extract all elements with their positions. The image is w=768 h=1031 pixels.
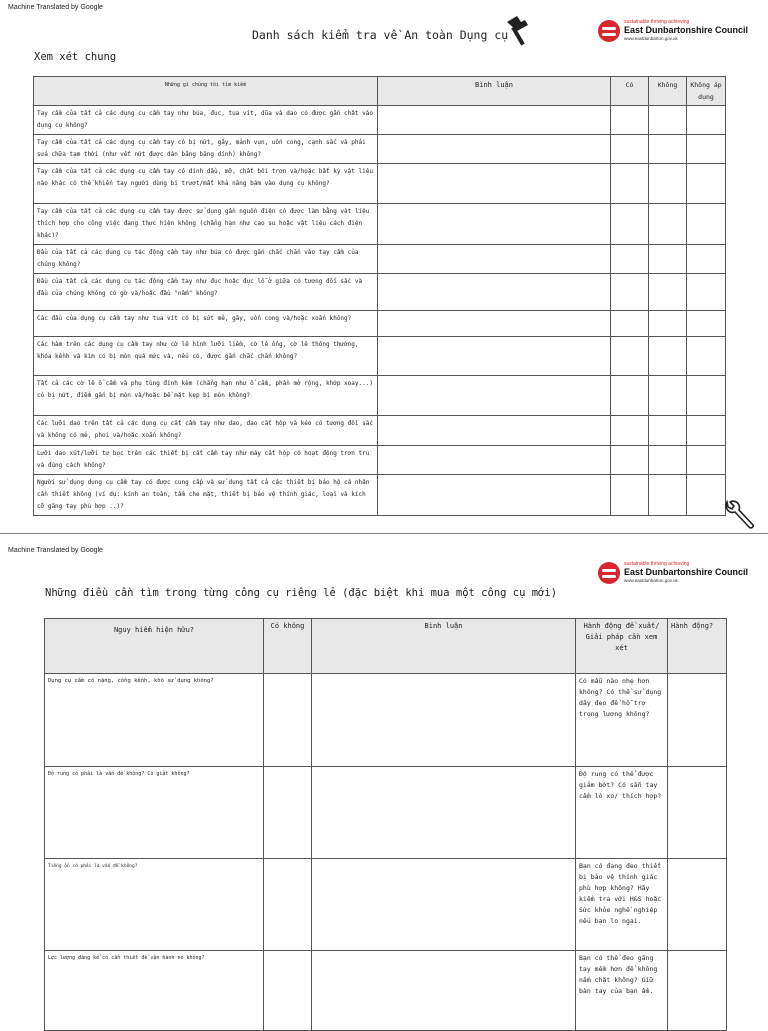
hammer-icon [505, 14, 531, 46]
question-cell: Tay cầm của tất cả các dụng cụ cầm tay như búa, đục, tua vít, dũa và dao có được gắn chặt vào dụng cụ không? [34, 106, 378, 135]
na-cell[interactable] [687, 164, 726, 204]
na-cell[interactable] [687, 274, 726, 311]
na-cell[interactable] [687, 311, 726, 337]
comment-cell[interactable] [378, 376, 611, 416]
comment-cell[interactable] [312, 859, 576, 951]
table-row [34, 274, 726, 311]
yes-cell[interactable] [611, 337, 649, 376]
logo-url: www.eastdunbarton.gov.uk [624, 36, 678, 42]
no-cell[interactable] [649, 376, 687, 416]
machine-translated-label: Machine Translated by Google [8, 547, 103, 554]
na-cell[interactable] [687, 416, 726, 446]
col-header-suggested-action: Hành động đề xuất/ Giải pháp cần xem xét [576, 619, 668, 674]
table-row [34, 204, 726, 245]
yes-cell[interactable] [611, 416, 649, 446]
machine-translated-label: Machine Translated by Google [8, 4, 103, 11]
col-header-looking-for: Những gì chúng tôi tìm kiếm [34, 77, 378, 106]
table-row [34, 311, 726, 337]
yes-cell[interactable] [611, 311, 649, 337]
yes-cell[interactable] [611, 204, 649, 245]
na-cell[interactable] [687, 245, 726, 274]
table-row [45, 767, 727, 859]
action-cell[interactable] [668, 674, 727, 767]
table-row [34, 416, 726, 446]
no-cell[interactable] [649, 135, 687, 164]
col-header-na: Không áp dụng [687, 77, 726, 106]
no-cell[interactable] [649, 106, 687, 135]
comment-cell[interactable] [378, 204, 611, 245]
comment-cell[interactable] [378, 311, 611, 337]
comment-cell[interactable] [312, 767, 576, 859]
logo-name: East Dunbartonshire Council [624, 25, 749, 36]
section-heading: Xem xét chung [34, 51, 117, 63]
question-cell: Tay cầm của tất cả các dụng cụ cầm tay được sử dụng gần nguồn điện có được làm bằng vật liệu thích hợp cho công việc đang thực hiện không (chẳng hạn như cao su hoặc vật liệu cách điện khác)? [34, 204, 378, 245]
table-row [45, 674, 727, 767]
na-cell[interactable] [687, 376, 726, 416]
no-cell[interactable] [649, 245, 687, 274]
table-row [34, 337, 726, 376]
logo-name: East Dunbartonshire Council [624, 567, 749, 578]
no-cell[interactable] [649, 416, 687, 446]
hazard-cell: Tiếng ồn có phải là vấn đề không? [45, 859, 264, 951]
yes-no-cell[interactable] [264, 767, 312, 859]
comment-cell[interactable] [378, 135, 611, 164]
na-cell[interactable] [687, 106, 726, 135]
question-cell: Các lưỡi dao trên tất cả các dụng cụ cắt cầm tay như dao, dao cắt hộp và kéo có tương đối sắc và không có mẻ, phoi và/hoặc xoắn không? [34, 416, 378, 446]
page-title: Những điều cần tìm trong từng công cụ riêng lẻ (đặc biệt khi mua một công cụ mới) [45, 587, 558, 599]
logo-url: www.eastdunbarton.gov.uk [624, 578, 678, 584]
council-logo [598, 562, 748, 584]
no-cell[interactable] [649, 204, 687, 245]
action-cell[interactable] [668, 767, 727, 859]
comment-cell[interactable] [378, 274, 611, 311]
yes-no-cell[interactable] [264, 859, 312, 951]
table-row [45, 859, 727, 951]
table-row [34, 164, 726, 204]
no-cell[interactable] [649, 475, 687, 516]
comment-cell[interactable] [378, 164, 611, 204]
col-header-yes: Có [611, 77, 649, 106]
na-cell[interactable] [687, 337, 726, 376]
action-cell[interactable] [668, 951, 727, 1031]
col-header-hazard: Nguy hiểm hiện hữu? [45, 619, 264, 674]
no-cell[interactable] [649, 164, 687, 204]
comment-cell[interactable] [378, 337, 611, 376]
question-cell: Tay cầm của tất cả các dụng cụ cầm tay có dính dầu, mỡ, chất bôi trơn và/hoặc bất kỳ vật liệu nào khác có thể khiến tay người dùng bị trượt/mất khả năng bám vào dụng cụ không? [34, 164, 378, 204]
wrench-icon [723, 500, 757, 530]
question-cell: Tay cầm của tất cả các dụng cụ cầm tay có bị nứt, gãy, mảnh vụn, uốn cong, cạnh sắc và phải sửa chữa tạm thời (như vết nứt được dán băng băng dính) không? [34, 135, 378, 164]
question-cell: Các đầu của dụng cụ cầm tay như tua vít có bị sứt mẻ, gãy, uốn cong và/hoặc xoắn không? [34, 311, 378, 337]
yes-cell[interactable] [611, 274, 649, 311]
no-cell[interactable] [649, 311, 687, 337]
suggested-action-cell: Có mẫu nào nhẹ hơn không? Có thể sử dụng dây đeo để hỗ trợ trọng lượng không? [576, 674, 668, 767]
yes-cell[interactable] [611, 106, 649, 135]
yes-cell[interactable] [611, 164, 649, 204]
council-logo [598, 20, 748, 42]
col-header-yes-no: Có không [264, 619, 312, 674]
checklist-table [33, 76, 726, 516]
na-cell[interactable] [687, 446, 726, 475]
na-cell[interactable] [687, 204, 726, 245]
table-header-row [45, 619, 727, 674]
col-header-comments: Bình luận [312, 619, 576, 674]
table-row [34, 106, 726, 135]
page-divider [0, 533, 768, 534]
page-title: Danh sách kiểm tra về An toàn Dụng cụ [252, 28, 509, 42]
suggested-action-cell: Bạn có đang đeo thiết bị bảo vệ thính giác phù hợp không? Hãy kiểm tra với H&S hoặc Sức khỏe nghề nghiệp nếu bạn lo ngại. [576, 859, 668, 951]
table-row [34, 135, 726, 164]
no-cell[interactable] [649, 446, 687, 475]
hazard-table [44, 618, 727, 1031]
yes-cell[interactable] [611, 135, 649, 164]
hazard-cell: Độ rung có phải là vấn đề không? Có giật không? [45, 767, 264, 859]
question-cell: Các hàm trên các dụng cụ cầm tay như cờ lê hình lưỡi liềm, cờ lê ống, cờ lê thông thường, khóa kềnh và kìm có bị mòn quá mức và, nếu có, được gắn chắc chắn không? [34, 337, 378, 376]
yes-cell[interactable] [611, 245, 649, 274]
no-cell[interactable] [649, 337, 687, 376]
question-cell: Tất cả các cờ lê ổ cắm và phụ tùng đính kèm (chẳng hạn như ổ cắm, phần mở rộng, khớp xoay...) có bị nứt, điểm gắn bị mòn và/hoặc bề mặt kẹp bị mòn không? [34, 376, 378, 416]
yes-cell[interactable] [611, 376, 649, 416]
yes-cell[interactable] [611, 475, 649, 516]
table-row [34, 376, 726, 416]
table-row [45, 951, 727, 1031]
table-header-row [34, 77, 726, 106]
col-header-comments: Bình luận [378, 77, 611, 106]
suggested-action-cell: Độ rung có thể được giảm bớt? Có sẵn tay cầm lò xo/ thích hợp? [576, 767, 668, 859]
question-cell: Lưỡi dao xút/lưỡi tự bọc trên các thiết bị cắt cầm tay như máy cắt hộp có hoạt động trơn tru và đúng cách không? [34, 446, 378, 475]
council-logo-icon [598, 562, 620, 584]
logo-tagline: sustainable thriving achieving [624, 561, 690, 568]
comment-cell[interactable] [312, 674, 576, 767]
comment-cell[interactable] [378, 106, 611, 135]
na-cell[interactable] [687, 135, 726, 164]
yes-no-cell[interactable] [264, 951, 312, 1031]
comment-cell[interactable] [378, 245, 611, 274]
question-cell: Đầu của tất cả các dụng cụ tác động cầm tay như búa có được gắn chắc chắn vào tay cầm của chúng không? [34, 245, 378, 274]
comment-cell[interactable] [378, 446, 611, 475]
table-row [34, 475, 726, 516]
comment-cell[interactable] [312, 951, 576, 1031]
yes-cell[interactable] [611, 446, 649, 475]
table-row [34, 245, 726, 274]
question-cell: Người sử dụng dụng cụ cầm tay có được cung cấp và sử dụng tất cả các thiết bị bảo hộ cá nhân cần thiết không (ví dụ: kính an toàn, tấm che mặt, thiết bị bảo vệ thính giác, loại và kích cỡ găng tay phù hợp ..)? [34, 475, 378, 516]
suggested-action-cell: Bạn có thể đeo găng tay mềm hơn để không nắm chặt không? Giữ bàn tay của bạn ấm. [576, 951, 668, 1031]
logo-tagline: sustainable thriving achieving [624, 19, 690, 26]
question-cell: Đầu của tất cả các dụng cụ tác động cầm tay như đục hoặc đục lỗ ở giữa có tương đối sắc và đầu của chúng không có gờ và/hoặc đầu "nấm" không? [34, 274, 378, 311]
no-cell[interactable] [649, 274, 687, 311]
hazard-cell: Lực lượng đáng kể có cần thiết để vận hành nó không? [45, 951, 264, 1031]
table-row [34, 446, 726, 475]
comment-cell[interactable] [378, 416, 611, 446]
action-cell[interactable] [668, 859, 727, 951]
yes-no-cell[interactable] [264, 674, 312, 767]
council-logo-icon [598, 20, 620, 42]
na-cell[interactable] [687, 475, 726, 516]
hazard-cell: Dụng cụ cầm có nặng, cồng kềnh, khó sử dụng không? [45, 674, 264, 767]
col-header-action: Hành động? [668, 619, 727, 674]
col-header-no: Không [649, 77, 687, 106]
comment-cell[interactable] [378, 475, 611, 516]
